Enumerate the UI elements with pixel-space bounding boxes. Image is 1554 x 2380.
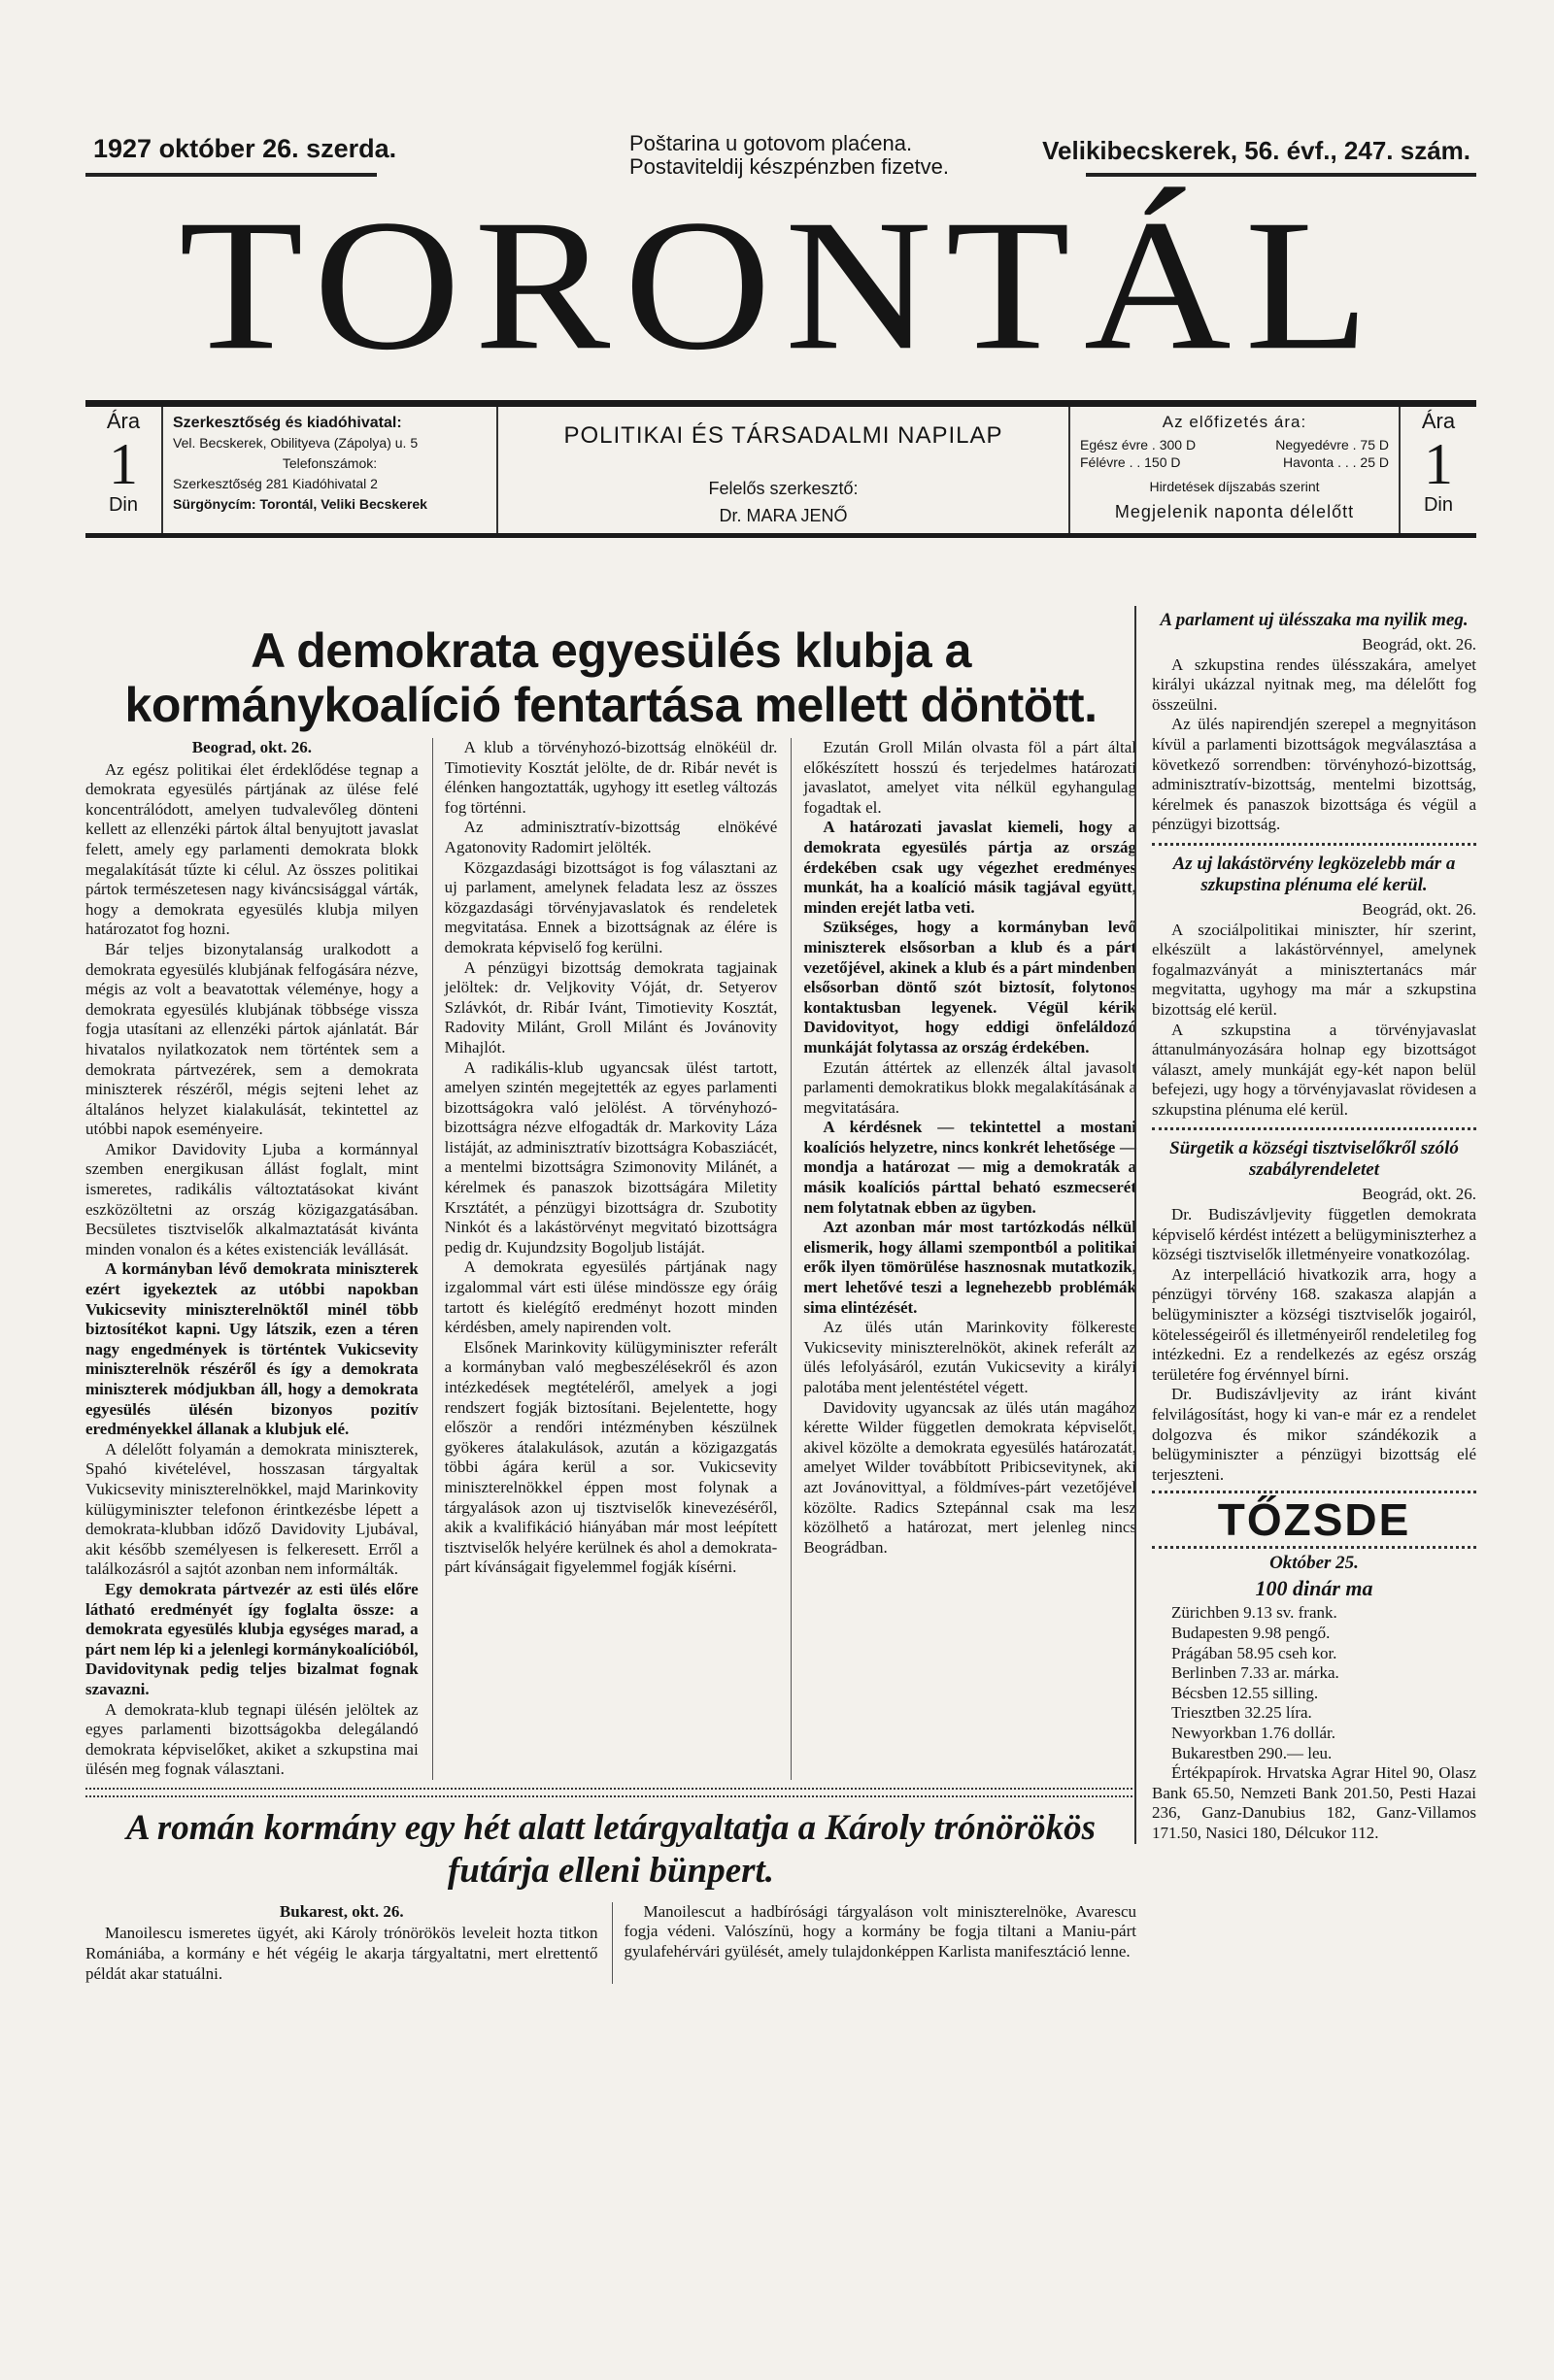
sidebar-article-3 xyxy=(1152,1185,1476,1485)
price-value-right: 1 xyxy=(1424,432,1453,496)
masthead-title: TORONTÁL xyxy=(179,182,1383,389)
paragraph: A szociálpolitikai miniszter, hír szerint, elkészült a lakástörvénnyel, amelynek fogalmazványát a minisztertanács már megvitatta, ugyhogy ma már a szkupstina bizottság elé kerül. xyxy=(1152,920,1476,1019)
second-article-col-2 xyxy=(612,1902,1137,1984)
paragraph: A demokrata-klub tegnapi ülésén jelöltek az egyes parlamenti bizottságokba delegálandó demokrata képviselőket, akiket a szkupstina mai ülésén meg fognak választani. xyxy=(85,1699,419,1779)
paragraph: Azt azonban már most tartózkodás nélkül elismerik, hogy állami szempontból a politikai erők ilyen tömörülése hasznosnak mutatkozik, mert lehetővé teszi a legnehezebb problémák sima elintézését. xyxy=(803,1218,1137,1317)
sidebar-headline-2: Az uj lakástörvény legközelebb már a szkupstina plénuma elé kerül. xyxy=(1172,853,1456,895)
appears-note: Megjelenik naponta délelőtt xyxy=(1114,502,1355,521)
top-rule-left xyxy=(85,173,377,177)
editorial-office xyxy=(163,407,498,533)
phones-title: Telefonszámok: xyxy=(282,455,378,471)
paragraph: Az adminisztratív-bizottság elnökévé Agatonovity Radomirt jelölték. xyxy=(444,818,778,856)
subscription-row-2 xyxy=(1080,453,1389,471)
paragraph: Manoilescu ismeretes ügyét, aki Károly trónörökös leveleit hozta titkon Romániába, a kormány e hét végéig le akarja tárgyaltatni, mert elrettentő példát akar statuálni. xyxy=(85,1924,598,1983)
paragraph: A radikális-klub ugyancsak ülést tartott, amelyen szintén megejtették az egyes parlamenti bizottságokra való jelölést. A törvényhozó-bizottságra nézve elfogadták dr. Markovity Láza listáját, az adminisztratív bizottságra Kobasziácét, a mentelmi bizottságra Szimonovity Milánét, a kérelmek és panaszok bizottságára Miletity Krsztátét, a pénzügyi bizottságra dr. Szubotity Ninkót és a lakástörvényt megvitató bizottságra pedig dr. Kujundzsity Bogoljub listáját. xyxy=(444,1057,778,1257)
paper-subtitle: POLITIKAI ÉS TÁRSADALMI NAPILAP xyxy=(563,422,1003,449)
paragraph: Elsőnek Marinkovity külügyminiszter referált a kormányban való megbeszélésekről és azon intézkedések megtételéről, amelyek a jogi rendszert fogják biztosítani. Bejelentette, hogy először a rendőri intézményben készülnek gyökeres átalakulások, azután a közigazgatás többi ágára kerül a sor. Vukicsevity miniszterelnökkel éppen most folynak a tárgyalások azon uj tisztviselők kinevezéséről, akik a kvalifikáció hiányában már most leépített tisztviselők helyére kerülnek és ahol a demokrata-párt kívánságait figyelemmel fogják kísérni. xyxy=(444,1337,778,1577)
paragraph: A szkupstina a törvényjavaslat áttanulmányozására holnap egy bizottságot választ, amely munkáját egy-két napon belül befejezi, ugy hogy a törvényjavaslat rövidesen a szkupstina plénuma elé kerül. xyxy=(1152,1020,1476,1119)
securities-list: Értékpapírok. Hrvatska Agrar Hitel 90, Olasz Bank 65.50, Nemzeti Bank 201.50, Pesti Hazai 236, Ganz-Danubius 182, Ganz-Villamos 171.50, Nasici 180, Délcukor 112. xyxy=(1152,1763,1476,1842)
telegram-address: Sürgönycím: Torontál, Veliki Becskerek xyxy=(173,496,427,512)
newspaper-page xyxy=(85,124,1476,1983)
main-column xyxy=(85,606,1136,1984)
paragraph: Az ülés napirendjén szerepel a megnyitáson kívül a parlamenti bizottságok megválasztása a következő sorrendben: törvényhozó-bizottság, adminisztratív-bizottság, mentelmi bizottság, kérelmek és panaszok bizottsága és végül a pénzügyi bizottság. xyxy=(1152,715,1476,834)
paragraph: A pénzügyi bizottság demokrata tagjainak jelöltek: dr. Veljkovity Vóját, dr. Setyerov Szlávkót, dr. Ribár Ivánt, Timotievity Kosztát, Radovity Milánt, Groll Milánt és Jovánovity Mihajlót. xyxy=(444,957,778,1056)
second-article-col-1 xyxy=(85,1902,598,1984)
dateline: Beográd, okt. 26. xyxy=(1362,635,1476,654)
rate-line: Prágában 58.95 cseh kor. xyxy=(1171,1643,1337,1662)
paragraph: A klub a törvényhozó-bizottság elnökéül dr. Timotievity Kosztát jelölte, de dr. Ribár nevét is élénken hangoztatták, ugyhogy itt esetleg változás fog történni. xyxy=(444,738,778,817)
sidebar-headline-3: Sürgetik a községi tisztviselőkről szóló szabályrendeletet xyxy=(1169,1138,1459,1181)
paragraph: A délelőtt folyamán a demokrata miniszterek, Spahó kivételével, hosszasan tárgyaltak Vukicsevity miniszterelnökkel, majd Marinkovity külügyminiszter telefonon érintkezésbe lépett a demokrata-klubban időző Davidovity Ljubával, akit később személyesen is felkeresett. Erről a találkozásról a sajtót azonban nem informálták. xyxy=(85,1439,419,1579)
paragraph: A kormányban lévő demokrata miniszterek ezért igyekeztek az utóbbi napokban Vukicsevity miniszterelnöktől minél több biztosítékot kapni. Ugy látszik, ezen a téren nagy engedmények is történtek Vukicsevity miniszterelnök részéről és így a demokrata miniszterek módjukban áll, hogy a demokrata egyesülés ülésén bizonyos pozitív eredményekkel állanak a klubjuk elé. xyxy=(85,1259,419,1439)
paragraph: A demokrata egyesülés pártjának nagy izgalommal várt esti ülése mindössze egy óráig tartott és kielégítő eredményt hozott minden kérdésben, amely napirenden volt. xyxy=(444,1257,778,1337)
price-unit: Din xyxy=(108,494,138,516)
lead-article-col-3 xyxy=(791,738,1136,1780)
volume-info: Velikibecskerek, 56. évf., 247. szám. xyxy=(1042,136,1470,165)
lead-headline: A demokrata egyesülés klubja a kormánykoalíció fentartása mellett döntött. xyxy=(124,623,1098,732)
subs-month: Havonta . . . 25 D xyxy=(1283,454,1389,470)
issue-date: 1927 október 26. szerda. xyxy=(93,134,397,163)
bourse-subtitle: 100 dinár ma xyxy=(1255,1576,1373,1601)
price-box-right xyxy=(1401,407,1476,533)
paragraph: Közgazdasági bizottságot is fog választani az uj parlament, amelynek feladata lesz az összes közgazdasági törvényjavaslatok és rendeletek megvitatása. Ennek a bizottságnak az élére is demokrata képviselő fog kerülni. xyxy=(444,857,778,956)
top-rule-right xyxy=(1086,173,1476,177)
price-unit-right: Din xyxy=(1423,494,1453,516)
office-address: Vel. Becskerek, Obilityeva (Zápolya) u. 5 xyxy=(173,435,419,451)
paragraph: Az interpelláció hivatkozik arra, hogy a pénzügyi törvény 168. szakasza alapján a belügyminiszter a községi tisztviselők jogairól, kötelességeiről és illetményeiről rendeletileg fog intézkedni. Ez a rendelkezés az egész ország területére fog érvénnyel bírni. xyxy=(1152,1264,1476,1384)
paragraph: Egy demokrata pártvezér az esti ülés előre látható eredményét így foglalta össze: a demokrata egyesülés klubja egységes marad, a párt nem lép ki a jelenlegi kormánykoalícióból, Davidovitynak pedig teljes bizalmat fognak szavazni. xyxy=(85,1579,419,1698)
article-divider xyxy=(85,1788,1136,1797)
paragraph: Bár teljes bizonytalanság uralkodott a demokrata egyesülés klubjának felfogására nézve, mégis az volt a beavatottak véleménye, hogy a demokrata egyesülés klubjának többsége vissza fogja utasítani az ellenzéki pártok ajánlatát. Bár hivatalos nyilatkozatok nem történtek sem a demokrata pártvezérek, sem a demokrata miniszterek részéről, mégis sejteni lehet az általános helyzet kialakulását, tekintettel az utóbbi napok eseményeire. xyxy=(85,939,419,1139)
paragraph: Ezután áttértek az ellenzék által javasolt parlamenti demokratikus blokk megalakításának a megvitatására. xyxy=(803,1057,1137,1117)
paper-subtitle-box xyxy=(498,407,1070,533)
dateline: Beograd, okt. 26. xyxy=(191,738,312,756)
bourse-title: TŐZSDE xyxy=(1152,1491,1476,1549)
rate-line: Budapesten 9.98 pengő. xyxy=(1171,1623,1331,1642)
rate-line: Triesztben 32.25 líra. xyxy=(1171,1703,1312,1723)
price-label-right: Ára xyxy=(1421,409,1456,433)
paragraph: A kérdésnek — tekintettel a mostani koalíciós helyzetre, nincs konkrét lehetősége — mondja a határozat — mig a demokraták a másik koalíciós párttal beható eszmecserét nem folytatnak ebben az ügyben. xyxy=(803,1118,1137,1217)
rate-line: Berlinben 7.33 ar. márka. xyxy=(1171,1663,1339,1683)
lead-article-col-1 xyxy=(85,738,419,1780)
paragraph: Dr. Budiszávljevity az iránt kivánt felvilágosítást, hogy ki van-e már ez a rendelet dolgozva és mikor szándékozik a belügyminiszter a pénzügyi bizottság elé terjeszteni. xyxy=(1152,1385,1476,1484)
rate-line: Bukarestben 290.— leu. xyxy=(1171,1743,1333,1762)
bourse-date: Október 25. xyxy=(1269,1553,1359,1574)
phones: Szerkesztőség 281 Kiadóhivatal 2 xyxy=(173,476,378,491)
rate-line: Zürichben 9.13 sv. frank. xyxy=(1171,1603,1337,1623)
ads-note: Hirdetések díjszabás szerint xyxy=(1149,479,1320,494)
paragraph: Amikor Davidovity Ljuba a kormánnyal szemben energikusan állást foglalt, mint ismeretes, radikális változtatásokat kivánt eszközöltetni az ország közigazgatásában. Becsületes tisztviselők alkalmaztatását kivánta minden vonalon és a kétes existenciák levállását. xyxy=(85,1139,419,1258)
paragraph: Manoilescut a hadbírósági tárgyaláson volt miniszterelnöke, Avarescu fogja védeni. Valószínü, hogy a kormány be fogja tiltani a Maniu-párt gyulafehérvári gyülését, amely tulajdonképpen Karlista manifesztáció lenne. xyxy=(624,1901,1136,1961)
editor-label: Felelős szerkesztő: xyxy=(708,479,859,498)
sidebar-article-2 xyxy=(1152,900,1476,1121)
sidebar-separator xyxy=(1152,1127,1476,1130)
editor-info xyxy=(498,475,1068,529)
rate-line: Newyorkban 1.76 dollár. xyxy=(1171,1723,1336,1742)
price-box-left xyxy=(85,407,163,533)
postal-note xyxy=(629,132,949,179)
info-bar xyxy=(85,407,1476,538)
price-label: Ára xyxy=(106,409,141,433)
postal-note-1: Poštarina u gotovom plaćena. xyxy=(629,131,913,155)
paragraph: Ezután Groll Milán olvasta föl a párt által előkészített hosszú és terjedelmes határozati javaslatot, amelyet vita nélkül egyhangulag fogadtak el. xyxy=(803,738,1137,817)
paragraph: A szkupstina rendes ülésszakára, amelyet királyi ukázzal nyitnak meg, ma délelőtt fog összeülni. xyxy=(1152,654,1476,714)
lead-article xyxy=(85,738,1136,1780)
paragraph: A határozati javaslat kiemeli, hogy a demokrata egyesülés pártja az ország érdekében csak ugy végezhet eredményes munkát, ha a koalíció másik tagjával együtt, minden erejét latba veti. xyxy=(803,818,1137,917)
rate-line: Bécsben 12.55 silling. xyxy=(1171,1683,1319,1702)
subscription-row-1 xyxy=(1080,436,1389,453)
subs-year: Egész évre . 300 D xyxy=(1080,437,1197,453)
paragraph: Az ülés után Marinkovity fölkereste Vukicsevity miniszterelnököt, akinek referált az ülés lefolyásáról, ezután Vukicsevity a királyi palotába ment jelentéstétel végett. xyxy=(803,1318,1137,1396)
dateline: Beográd, okt. 26. xyxy=(1362,1185,1476,1204)
paragraph: Az egész politikai élet érdeklődése tegnap a demokrata egyesülés pártjának az ülése felé koncentrálódott, amelyen tudvalevőleg dönteni kellett az ellenzéki pártok által benyujtott javaslat felett, amely egy parlamenti demokrata blokk megalakítását tűzte ki célul. Az összes politikai pártok természetesen nagy kiváncsisággal várták, hogy a demokrata egyesülés klubja milyen határozatot fog hozni. xyxy=(85,759,419,939)
paragraph: Dr. Budiszávljevity független demokrata képviselő kérdést intézett a belügyminiszterhez a községi tisztviselők illetményeire vonatkozólag. xyxy=(1152,1205,1476,1264)
paragraph: Davidovity ugyancsak az ülés után magához kérette Wilder független demokrata képviselőt, akivel közölte a demokrata egyesülés határozatát, amelyet Wilder továbbított Pribicsevitynek, aki azt Jovánovittyal, a földmíves-párt vezetőjével közölte. Radics Sztepánnal csak ma lesz közölhető a határozat, mert jelenleg nincs Beográdban. xyxy=(803,1397,1137,1557)
subscription-box xyxy=(1070,407,1401,533)
lead-article-col-2 xyxy=(432,738,778,1780)
second-headline: A román kormány egy hét alatt letárgyaltatja a Károly trónörökös futárja elleni bünpert. xyxy=(125,1807,1097,1891)
sidebar-column xyxy=(1134,606,1476,1844)
price-value: 1 xyxy=(109,432,138,496)
sidebar-headline-1: A parlament uj ülésszaka ma nyilik meg. xyxy=(1160,610,1469,630)
subs-half: Félévre . . 150 D xyxy=(1080,454,1181,470)
editor-name: Dr. MARA JENŐ xyxy=(719,506,848,525)
masthead-rule xyxy=(85,400,1476,407)
postal-note-2: Postaviteldij készpénzben fizetve. xyxy=(629,154,949,179)
office-title: Szerkesztőség és kiadóhivatal: xyxy=(173,415,402,431)
subscription-title: Az előfizetés ára: xyxy=(1162,413,1307,431)
paragraph: Szükséges, hogy a kormányban levő miniszterek elsősorban a klub és a párt vezetőjével, akinek a klub és a párt mindenben elsősorban döntő szót biztosít, folytonos kontaktusban legyenek. Végül kérik Davidovityot, hogy eddigi önfeláldozó munkáját folytassa az ország érdekében. xyxy=(803,918,1137,1056)
sidebar-separator xyxy=(1152,843,1476,846)
dateline: Beográd, okt. 26. xyxy=(1362,899,1476,919)
subs-quarter: Negyedévre . 75 D xyxy=(1275,437,1389,453)
exchange-rates xyxy=(1152,1603,1476,1763)
second-article xyxy=(85,1902,1136,1984)
sidebar-article-1 xyxy=(1152,635,1476,835)
dateline: Bukarest, okt. 26. xyxy=(279,1901,404,1921)
